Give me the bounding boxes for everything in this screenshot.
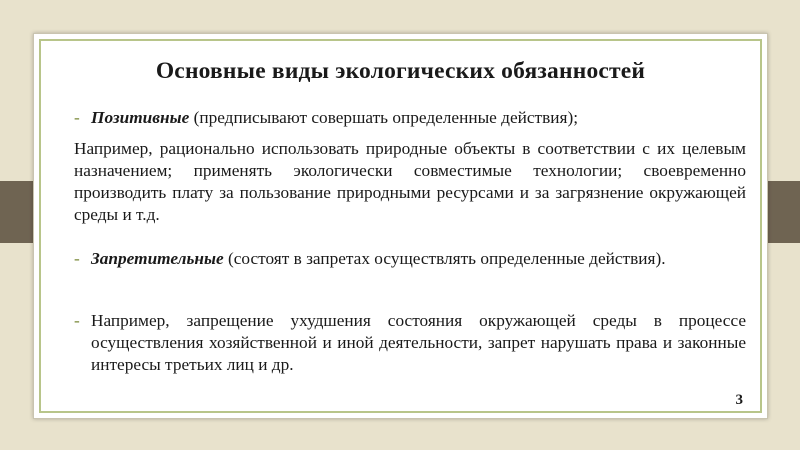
bullet-marker: - xyxy=(74,108,80,127)
bullet-prohibitive-text: (состоят в запретах осуществлять определенные действия). xyxy=(223,249,666,268)
page-number: 3 xyxy=(735,392,743,408)
bullet-prohibitive xyxy=(74,248,746,270)
bullet-example-text: Например, запрещение ухудшения состояния окружающей среды в процессе осуществления хозяйственной и иной деятельности, запрет нарушать права и законные интересы третьих лиц и др. xyxy=(91,311,746,374)
bullet-prohibitive-body xyxy=(91,248,746,270)
bullet-positive-body xyxy=(91,107,734,129)
bullet-positive xyxy=(74,107,734,129)
bullet-marker: - xyxy=(74,311,80,330)
bullet-example xyxy=(74,310,746,376)
bullet-positive-text: (предписывают совершать определенные действия); xyxy=(189,108,579,127)
bullet-prohibitive-term: Запретительные xyxy=(91,249,224,268)
bullet-positive-term: Позитивные xyxy=(91,108,190,127)
bullet-marker: - xyxy=(74,249,80,268)
slide-title: Основные виды экологических обязанностей xyxy=(155,58,646,84)
slide xyxy=(33,33,768,419)
example-paragraph: Например, рационально использовать природные объекты в соответствии с их целевым назначением; применять экологически совместимые технологии; своевременно производить плату за пользование природными ресурсами и за загрязнение окружающей среды и т.д. xyxy=(74,139,746,224)
